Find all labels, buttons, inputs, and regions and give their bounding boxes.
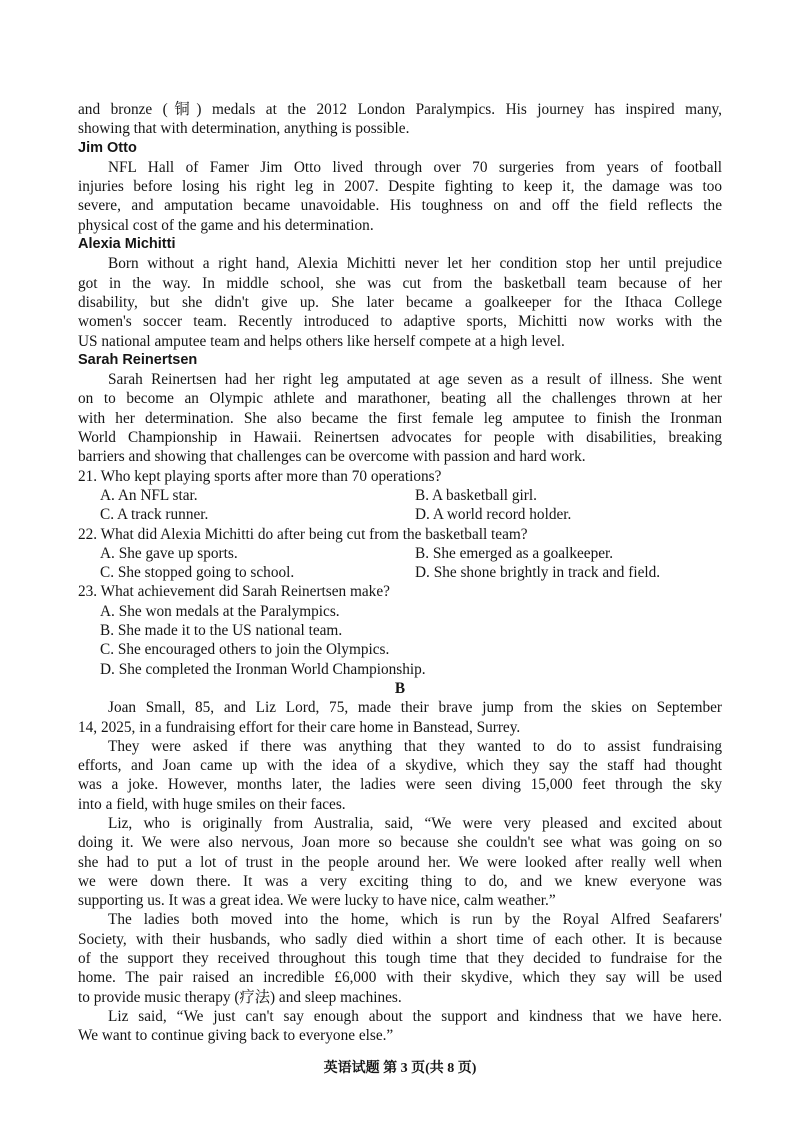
- paragraph-line: injuries before losing his right leg in 2007. Despite fighting to keep it, the damage was too: [78, 178, 722, 196]
- answer-option: A. She gave up sports.: [100, 544, 238, 562]
- paragraph-line: We want to continue giving back to everyone else.”: [78, 1027, 394, 1045]
- paragraph-line: They were asked if there was anything that they wanted to do to assist fundraising: [108, 737, 722, 755]
- paragraph: [78, 158, 722, 235]
- paragraph-line: of the support they received throughout this tough time that they decided to fundraise for the: [78, 950, 722, 968]
- answer-option: B. She emerged as a goalkeeper.: [415, 544, 614, 562]
- answer-option: D. She completed the Ironman World Championship.: [100, 660, 426, 678]
- paragraph-line: efforts, and Joan came up with the idea of a skydive, which they say the staff had thought: [78, 757, 722, 775]
- section-heading: Alexia Michitti: [78, 236, 176, 253]
- section-heading: Jim Otto: [78, 139, 137, 156]
- paragraph-line: home. The pair raised an incredible £6,000 with their skydive, which they say will be used: [78, 969, 722, 987]
- answer-option: A. She won medals at the Paralympics.: [100, 602, 340, 620]
- passage-label: B: [394, 679, 406, 697]
- paragraph-line: was a joke. However, months later, the ladies were seen diving 15,000 feet through the sky: [78, 776, 722, 794]
- paragraph-line: supporting us. It was a great idea. We were lucky to have nice, calm weather.”: [78, 892, 556, 910]
- paragraph-line: Joan Small, 85, and Liz Lord, 75, made their brave jump from the skies on September: [108, 699, 722, 717]
- paragraph-line: US national amputee team and helps others like herself compete at a high level.: [78, 332, 565, 350]
- paragraph-line: Society, with their husbands, who sadly died within a short time of each other. It is because: [78, 930, 722, 948]
- paragraph-line: The ladies both moved into the home, which is run by the Royal Alfred Seafarers': [108, 911, 722, 929]
- paragraph: [78, 814, 722, 910]
- answer-option-row: [78, 486, 722, 505]
- page-footer: 英语试题 第 3 页(共 8 页): [323, 1061, 477, 1076]
- paragraph-line: got in the way. In middle school, she was cut from the basketball team because of her: [78, 274, 722, 292]
- paragraph: [78, 1007, 722, 1046]
- paragraph-line: disability, but she didn't give up. She later became a goalkeeper for the Ithaca College: [78, 293, 722, 311]
- paragraph-line: Liz, who is originally from Australia, said, “We were very pleased and excited about: [108, 814, 722, 832]
- paragraph-line: World Championship in Hawaii. Reinertsen advocates for people with disabilities, breaking: [78, 429, 722, 447]
- paragraph-line: Liz said, “We just can't say enough about the support and kindness that we have here.: [108, 1007, 722, 1025]
- paragraph-line: Sarah Reinertsen had her right leg amputated at age seven as a result of illness. She went: [108, 371, 722, 389]
- paragraph-line: physical cost of the game and his determination.: [78, 216, 374, 234]
- paragraph-line: barriers and showing that challenges can be overcome with passion and hard work.: [78, 448, 586, 466]
- section-heading: Sarah Reinertsen: [78, 351, 198, 368]
- paragraph-line: showing that with determination, anything is possible.: [78, 120, 410, 138]
- paragraph-line: and bronze (铜) medals at the 2012 London Paralympics. His journey has inspired many,: [78, 101, 722, 118]
- exam-document: [78, 100, 722, 1046]
- answer-option: D. She shone brightly in track and field.: [415, 564, 661, 582]
- answer-option: A. An NFL star.: [100, 486, 198, 504]
- paragraph-line: Born without a right hand, Alexia Michitti never let her condition stop her until prejudice: [108, 255, 722, 273]
- paragraph-line: we were down there. It was a very exciting thing to do, and we knew everyone was: [78, 872, 722, 890]
- paragraph-line: with her determination. She also became the first female leg amputee to finish the Ironman: [78, 409, 722, 427]
- paragraph: [78, 254, 722, 350]
- paragraph: [78, 910, 722, 1006]
- paragraph-line: on to become an Olympic athlete and marathoner, beating all the challenges thrown at her: [78, 390, 722, 408]
- answer-option: B. She made it to the US national team.: [100, 622, 343, 640]
- paragraph: [78, 698, 722, 737]
- question-stem: 23. What achievement did Sarah Reinertsen make?: [78, 583, 390, 601]
- paragraph-line: doing it. We were also nervous, Joan more so because she couldn't see what was going on so: [78, 834, 722, 852]
- answer-option: C. She encouraged others to join the Olympics.: [100, 641, 390, 659]
- paragraph-line: women's soccer team. Recently introduced to adaptive sports, Michitti now works with the: [78, 313, 722, 331]
- paragraph-line: into a field, with huge smiles on their faces.: [78, 795, 346, 813]
- answer-option-row: [78, 563, 722, 582]
- paragraph: [78, 737, 722, 814]
- answer-option: B. A basketball girl.: [415, 486, 537, 504]
- paragraph-line: she had to put a lot of trust in the people around her. We were looked after really well when: [78, 853, 722, 871]
- paragraph-line: to provide music therapy (疗法) and sleep machines.: [78, 988, 402, 1006]
- paragraph: [78, 370, 722, 466]
- answer-option-row: [78, 544, 722, 563]
- answer-option: C. She stopped going to school.: [100, 564, 295, 582]
- paragraph-line: severe, and amputation became unavoidable. His toughness on and off the field reflects the: [78, 197, 722, 215]
- paragraph-line: NFL Hall of Famer Jim Otto lived through over 70 surgeries from years of football: [108, 158, 722, 176]
- question-stem: 21. Who kept playing sports after more than 70 operations?: [78, 467, 442, 485]
- answer-option: D. A world record holder.: [415, 506, 572, 524]
- answer-option-row: [78, 505, 722, 524]
- question-stem: 22. What did Alexia Michitti do after being cut from the basketball team?: [78, 525, 528, 543]
- answer-option: C. A track runner.: [100, 506, 209, 524]
- paragraph-line: 14, 2025, in a fundraising effort for their care home in Banstead, Surrey.: [78, 718, 521, 736]
- paragraph: [78, 100, 722, 139]
